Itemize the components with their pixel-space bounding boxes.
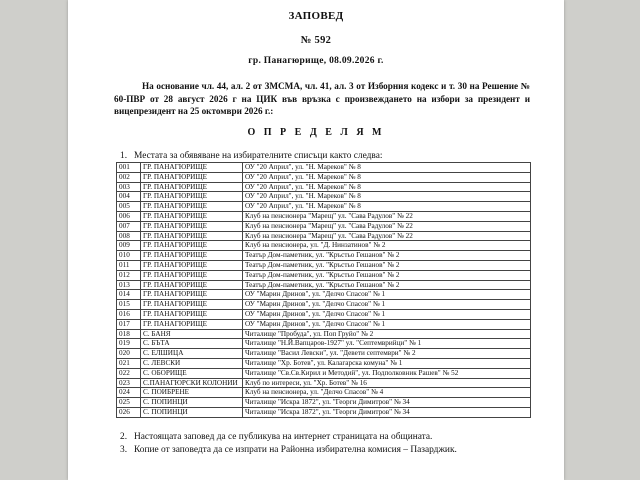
- location-cell: ОУ "Марин Дринов", ул. "Делчо Спасов" № 1: [243, 290, 531, 300]
- section-code-cell: 017: [117, 319, 141, 329]
- location-cell: Клуб на пенсионера, ул. "Делчо Спасов" № 4: [243, 388, 531, 398]
- settlement-cell: ГР. ПАНАГЮРИЩЕ: [141, 231, 243, 241]
- location-cell: Театър Дом-паметник, ул. "Кръстьо Гешанов" № 2: [243, 251, 531, 261]
- table-row: [117, 339, 531, 349]
- location-cell: Клуб по интереси, ул. "Хр. Ботев" № 16: [243, 378, 531, 388]
- section-code-cell: 015: [117, 300, 141, 310]
- settlement-cell: С. ЕЛШИЦА: [141, 349, 243, 359]
- section-code-cell: 009: [117, 241, 141, 251]
- point-text: Настоящата заповед да се публикува на интернет страницата на общината.: [134, 432, 433, 442]
- settlement-cell: ГР. ПАНАГЮРИЩЕ: [141, 172, 243, 182]
- section-code-cell: 005: [117, 202, 141, 212]
- settlement-cell: ГР. ПАНАГЮРИЩЕ: [141, 182, 243, 192]
- settlement-cell: ГР. ПАНАГЮРИЩЕ: [141, 300, 243, 310]
- table-row: [117, 407, 531, 417]
- settlement-cell: ГР. ПАНАГЮРИЩЕ: [141, 211, 243, 221]
- section-code-cell: 019: [117, 339, 141, 349]
- settlement-cell: С. ОБОРИЩЕ: [141, 368, 243, 378]
- location-cell: ОУ "Марин Дринов", ул. "Делчо Спасов" № 1: [243, 319, 531, 329]
- table-row: [117, 280, 531, 290]
- location-cell: Читалище "Васил Левски", ул. "Девети септември" № 2: [243, 349, 531, 359]
- section-code-cell: 025: [117, 398, 141, 408]
- location-cell: ОУ "20 Април", ул. "Н. Мареков" № 8: [243, 202, 531, 212]
- settlement-cell: ГР. ПАНАГЮРИЩЕ: [141, 260, 243, 270]
- location-cell: ОУ "Марин Дринов", ул. "Делчо Спасов" № 1: [243, 300, 531, 310]
- location-cell: Клуб на пенсионера, ул. "Д. Нинзатинов" № 2: [243, 241, 531, 251]
- table-row: [117, 192, 531, 202]
- table-row: [117, 172, 531, 182]
- section-code-cell: 006: [117, 211, 141, 221]
- table-row: [117, 241, 531, 251]
- table-row: [117, 368, 531, 378]
- table-row: [117, 319, 531, 329]
- table-row: [117, 378, 531, 388]
- point-1: [120, 151, 382, 161]
- section-code-cell: 013: [117, 280, 141, 290]
- section-code-cell: 021: [117, 358, 141, 368]
- location-cell: Клуб на пенсионера "Марещ" ул. "Сава Радулов" № 22: [243, 221, 531, 231]
- section-code-cell: 023: [117, 378, 141, 388]
- point-number: 2.: [120, 432, 128, 442]
- location-cell: Театър Дом-паметник, ул. "Кръстьо Гешанов" № 2: [243, 270, 531, 280]
- settlement-cell: ГР. ПАНАГЮРИЩЕ: [141, 309, 243, 319]
- location-cell: ОУ "20 Април", ул. "Н. Мареков" № 8: [243, 182, 531, 192]
- point-text: Копие от заповедта да се изпрати на Районна избирателна комисия – Пазарджик.: [134, 445, 457, 455]
- settlement-cell: ГР. ПАНАГЮРИЩЕ: [141, 270, 243, 280]
- settlement-cell: ГР. ПАНАГЮРИЩЕ: [141, 280, 243, 290]
- table-row: [117, 329, 531, 339]
- section-code-cell: 020: [117, 349, 141, 359]
- table-row: [117, 163, 531, 173]
- settlement-cell: ГР. ПАНАГЮРИЩЕ: [141, 290, 243, 300]
- location-cell: Читалище "Хр. Ботев", ул. Калагарска комуна" № 1: [243, 358, 531, 368]
- section-code-cell: 011: [117, 260, 141, 270]
- point-3: [120, 445, 457, 455]
- section-code-cell: 022: [117, 368, 141, 378]
- table-row: [117, 231, 531, 241]
- settlement-cell: С.ПАНАГЮРСКИ КОЛОНИИ: [141, 378, 243, 388]
- section-code-cell: 004: [117, 192, 141, 202]
- section-code-cell: 010: [117, 251, 141, 261]
- section-code-cell: 001: [117, 163, 141, 173]
- settlement-cell: С. ПОИБРЕНЕ: [141, 388, 243, 398]
- location-cell: ОУ "Марин Дринов", ул. "Делчо Спасов" № 1: [243, 309, 531, 319]
- sections-table: [116, 162, 531, 418]
- table-row: [117, 300, 531, 310]
- table-row: [117, 251, 531, 261]
- settlement-cell: ГР. ПАНАГЮРИЩЕ: [141, 163, 243, 173]
- table-row: [117, 182, 531, 192]
- location-cell: Читалище "Пробуда", ул. Поп Груйо" № 2: [243, 329, 531, 339]
- table-row: [117, 309, 531, 319]
- location-cell: Читалище "Н.Й.Вапцаров-1927" ул. "Септемврийци" № 1: [243, 339, 531, 349]
- settlement-cell: С. ПОПИНЦИ: [141, 398, 243, 408]
- table-row: [117, 349, 531, 359]
- location-cell: Читалище "Св.Св.Кирил и Методий", ул. Подполковник Рашев" № 52: [243, 368, 531, 378]
- settlement-cell: ГР. ПАНАГЮРИЩЕ: [141, 319, 243, 329]
- location-cell: Театър Дом-паметник, ул. "Кръстьо Гешанов" № 2: [243, 280, 531, 290]
- section-code-cell: 007: [117, 221, 141, 231]
- location-cell: ОУ "20 Април", ул. "Н. Мареков" № 8: [243, 163, 531, 173]
- document-page: [68, 0, 564, 480]
- point-number: 3.: [120, 445, 128, 455]
- settlement-cell: С. БАНЯ: [141, 329, 243, 339]
- table-row: [117, 202, 531, 212]
- table-row: [117, 270, 531, 280]
- location-cell: Клуб на пенсионера "Марещ" ул. "Сава Радулов" № 22: [243, 231, 531, 241]
- section-code-cell: 014: [117, 290, 141, 300]
- section-code-cell: 003: [117, 182, 141, 192]
- table-row: [117, 211, 531, 221]
- intro-paragraph: На основание чл. 44, ал. 2 от ЗМСМА, чл. 41, ал. 3 от Изборния кодекс и т. 30 на Решение № 60-ПВР от 28 август 2026 г на ЦИК във връзка с произвеждането на избори за президент и вицепрезидент на 25 октомври 2026 г.:: [114, 81, 530, 116]
- table-row: [117, 290, 531, 300]
- settlement-cell: С. БЪТА: [141, 339, 243, 349]
- section-code-cell: 016: [117, 309, 141, 319]
- section-code-cell: 024: [117, 388, 141, 398]
- settlement-cell: ГР. ПАНАГЮРИЩЕ: [141, 221, 243, 231]
- location-cell: ОУ "20 Април", ул. "Н. Мареков" № 8: [243, 192, 531, 202]
- section-code-cell: 002: [117, 172, 141, 182]
- section-code-cell: 018: [117, 329, 141, 339]
- settlement-cell: ГР. ПАНАГЮРИЩЕ: [141, 241, 243, 251]
- location-cell: Читалище "Искра 1872", ул. "Георги Димитров" № 34: [243, 398, 531, 408]
- location-cell: Читалище "Искра 1872", ул. "Георги Димитров" № 34: [243, 407, 531, 417]
- settlement-cell: С. ЛЕВСКИ: [141, 358, 243, 368]
- point-text: Местата за обявяване на избирателните списъци както следва:: [134, 151, 383, 161]
- section-code-cell: 008: [117, 231, 141, 241]
- table-row: [117, 221, 531, 231]
- settlement-cell: ГР. ПАНАГЮРИЩЕ: [141, 251, 243, 261]
- point-number: 1.: [120, 151, 128, 161]
- opredelyam-heading: О П Р Е Д Е Л Я М: [247, 127, 385, 138]
- settlement-cell: ГР. ПАНАГЮРИЩЕ: [141, 192, 243, 202]
- document-title: ЗАПОВЕД: [288, 10, 344, 22]
- table-row: [117, 388, 531, 398]
- place-date: гр. Панагюрище, 08.09.2026 г.: [248, 56, 384, 66]
- location-cell: ОУ "20 Април", ул. "Н. Мареков" № 8: [243, 172, 531, 182]
- location-cell: Клуб на пенсионера "Марещ" ул. "Сава Радулов" № 22: [243, 211, 531, 221]
- table-row: [117, 358, 531, 368]
- location-cell: Театър Дом-паметник, ул. "Кръстьо Гешанов" № 2: [243, 260, 531, 270]
- table-row: [117, 398, 531, 408]
- table-row: [117, 260, 531, 270]
- settlement-cell: ГР. ПАНАГЮРИЩЕ: [141, 202, 243, 212]
- document-number: № 592: [300, 35, 332, 46]
- settlement-cell: С. ПОПИНЦИ: [141, 407, 243, 417]
- section-code-cell: 012: [117, 270, 141, 280]
- point-2: [120, 432, 432, 442]
- section-code-cell: 026: [117, 407, 141, 417]
